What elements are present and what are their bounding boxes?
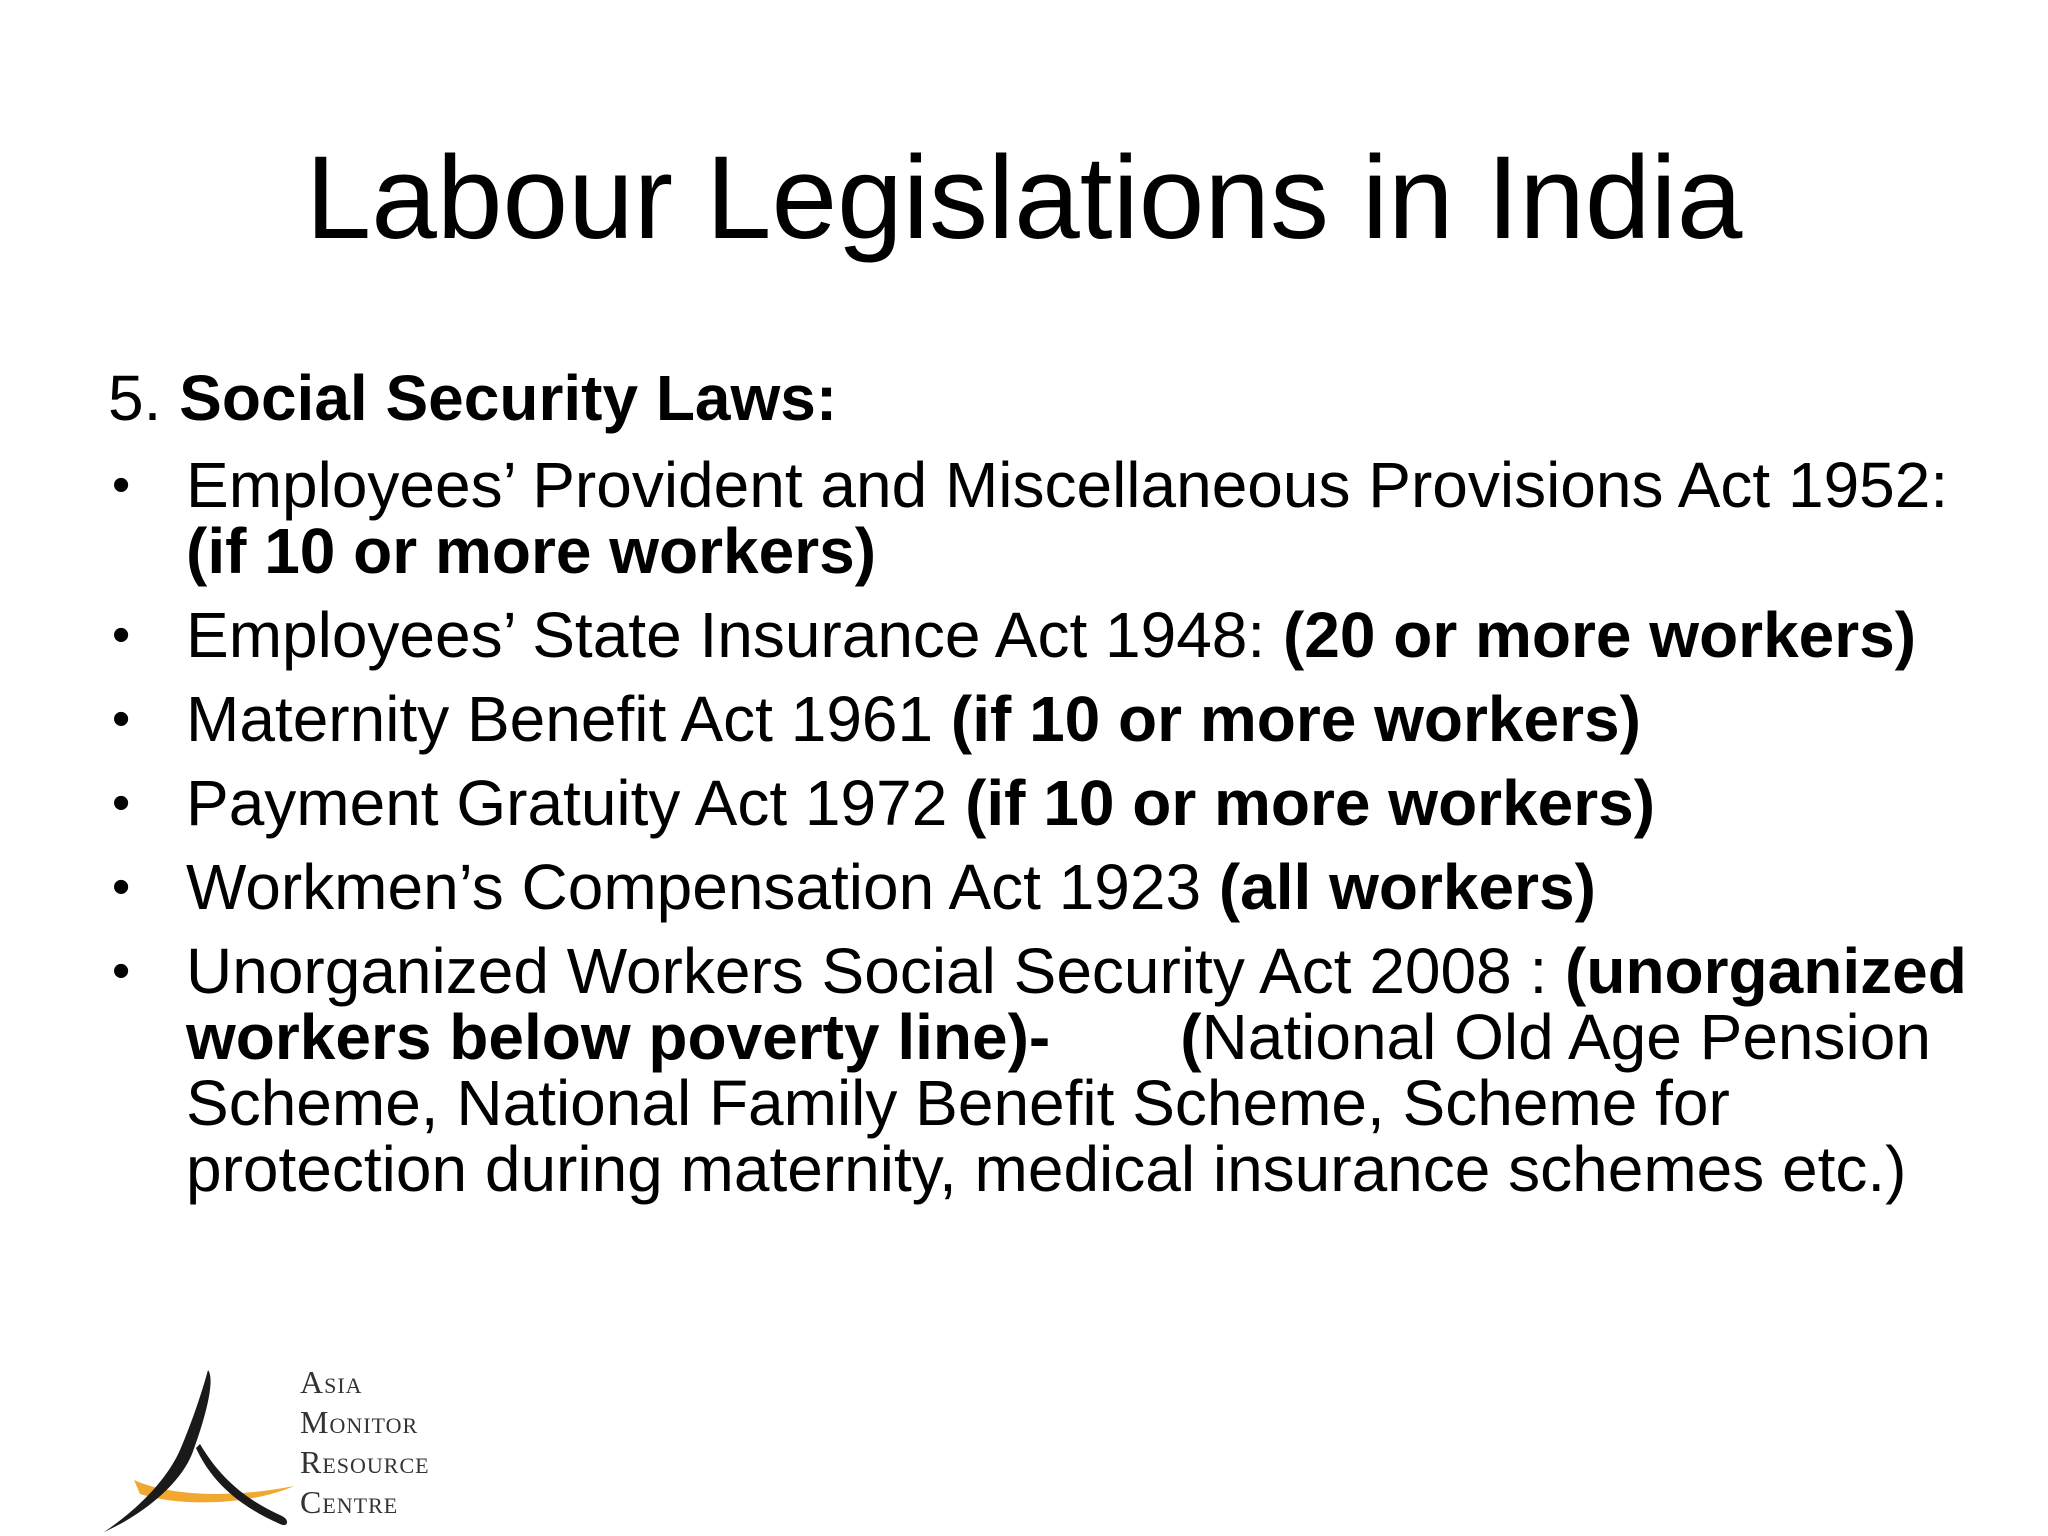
section-heading-text: Social Security Laws: [179,362,838,434]
bullet-icon: • [112,774,131,832]
list-item [108,935,1988,1205]
law-applicability: (unorganized workers below poverty line)- [186,935,1967,1073]
bullet-icon: • [112,858,131,916]
law-name: Maternity Benefit Act 1961 [186,683,951,755]
scheme-list: National Old Age Pension Scheme, National Family Benefit Scheme, Scheme for protection during maternity, medical insurance schemes etc.) [186,1001,1931,1205]
law-applicability: (if 10 or more workers) [950,683,1641,755]
logo-line: Monitor [300,1404,419,1440]
list-item [108,599,1988,671]
section-number: 5. [108,362,162,434]
amrc-logo [104,1362,494,1532]
law-name: Payment Gratuity Act 1972 [186,767,966,839]
law-applicability: (20 or more workers) [1282,599,1917,671]
law-list [108,449,1988,1205]
law-name: Employees’ Provident and Miscellaneous Provisions Act 1952: [186,449,1949,521]
list-item [108,767,1988,839]
logo-brush-stroke [104,1370,211,1532]
bullet-icon: • [112,606,131,664]
logo-line: Centre [300,1484,399,1520]
law-applicability: (if 10 or more workers) [965,767,1656,839]
brush-logo-icon [104,1362,304,1532]
law-applicability: (if 10 or more workers) [186,515,876,587]
logo-wordmark [300,1362,430,1522]
law-name: Workmen’s Compensation Act 1923 [186,851,1219,923]
open-paren: ( [1180,1001,1202,1073]
slide-title: Labour Legislations in India [305,132,1743,264]
bullet-icon: • [112,690,131,748]
section-heading [108,362,1988,434]
logo-line: Resource [300,1444,430,1480]
list-item [108,851,1988,923]
bullet-icon: • [112,456,131,514]
list-item [108,683,1988,755]
logo-brush-stroke [196,1444,287,1525]
law-name: Unorganized Workers Social Security Act 2008 : [186,935,1566,1007]
logo-line: Asia [300,1364,363,1400]
slide-body [108,362,1988,1220]
list-item [108,449,1988,587]
law-name: Employees’ State Insurance Act 1948: [186,599,1283,671]
bullet-icon: • [112,942,131,1000]
law-applicability: (all workers) [1218,851,1596,923]
